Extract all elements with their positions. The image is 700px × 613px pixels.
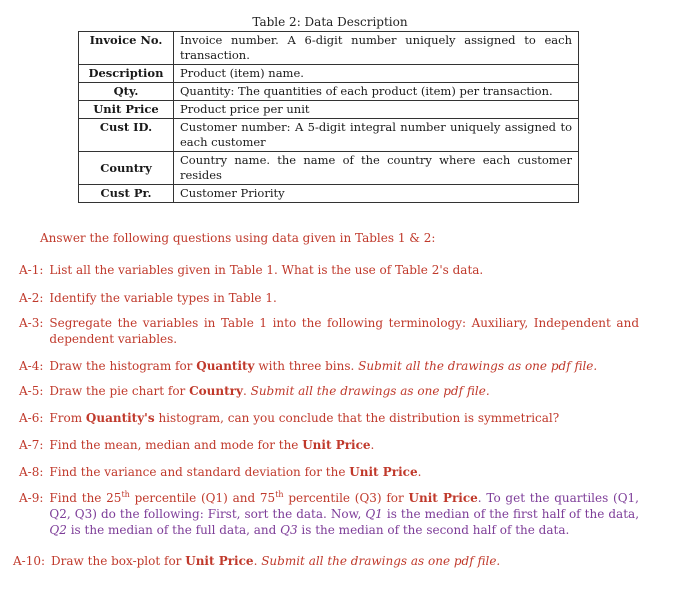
question-text: From Quantity's histogram, can you conclude that the distribution is symmetrical?: [49, 411, 560, 425]
question-a8: [19, 464, 639, 480]
table-row: [79, 185, 579, 203]
question-number: A-4:: [19, 359, 44, 373]
question-a3: [19, 315, 639, 347]
definition-cell: Product (item) name.: [174, 65, 579, 83]
table-row: [79, 83, 579, 101]
term-cell: Description: [79, 65, 174, 83]
question-number: A-1:: [19, 263, 44, 277]
question-a9: [19, 490, 639, 538]
question-text: Find the 25th percentile (Q1) and 75th percentile (Q3) for Unit Price. To get the quartiles (Q1, Q2, Q3) do the following: First, sort the data. Now, Q1 is the median of the first half of the data, Q2 is the median of the full data, and Q3 is the median of the second half of the data.: [49, 490, 640, 537]
question-number: A-9:: [19, 491, 44, 505]
definition-cell: Customer number: A 5-digit integral number uniquely assigned to each customer: [174, 119, 579, 152]
question-text: Draw the histogram for Quantity with three bins. Submit all the drawings as one pdf file.: [49, 359, 598, 373]
question-text: Identify the variable types in Table 1.: [49, 291, 277, 305]
table-caption: Table 2: Data Description: [252, 15, 408, 29]
table-row: [79, 32, 579, 65]
term-cell: Invoice No.: [79, 32, 174, 65]
question-number: A-2:: [19, 291, 44, 305]
table-row: [79, 152, 579, 185]
question-a5: [19, 383, 639, 399]
question-text: Draw the box-plot for Unit Price. Submit all the drawings as one pdf file.: [51, 554, 501, 568]
definition-cell: Invoice number. A 6-digit number uniquely assigned to each transaction.: [174, 32, 579, 65]
question-text: Segregate the variables in Table 1 into the following terminology: Auxiliary, Independent and dependent variables.: [49, 316, 639, 346]
term-cell: Country: [79, 152, 174, 185]
definition-cell: Customer Priority: [174, 185, 579, 203]
question-a1: [19, 262, 639, 278]
question-text: Find the mean, median and mode for the Unit Price.: [49, 438, 375, 452]
question-number: A-7:: [19, 438, 44, 452]
question-number: A-8:: [19, 465, 44, 479]
table-row: [79, 101, 579, 119]
question-a7: [19, 437, 639, 453]
question-text: Draw the pie chart for Country. Submit all the drawings as one pdf file.: [49, 384, 490, 398]
definition-cell: Quantity: The quantities of each product (item) per transaction.: [174, 83, 579, 101]
instructions-intro: Answer the following questions using data given in Tables 1 & 2:: [40, 231, 436, 245]
question-text: List all the variables given in Table 1. What is the use of Table 2's data.: [49, 263, 484, 277]
question-number: A-5:: [19, 384, 44, 398]
term-cell: Unit Price: [79, 101, 174, 119]
data-description-table: [78, 31, 579, 203]
table-row: [79, 65, 579, 83]
question-number: A-10:: [13, 554, 46, 568]
definition-cell: Product price per unit: [174, 101, 579, 119]
question-a4: [19, 358, 639, 374]
term-cell: Cust Pr.: [79, 185, 174, 203]
question-text: Find the variance and standard deviation for the Unit Price.: [49, 465, 422, 479]
table-row: [79, 119, 579, 152]
definition-cell: Country name. the name of the country where each customer resides: [174, 152, 579, 185]
question-a2: [19, 290, 639, 306]
question-a6: [19, 410, 639, 426]
question-number: A-3:: [19, 316, 44, 330]
term-cell: Cust ID.: [79, 119, 174, 152]
question-number: A-6:: [19, 411, 44, 425]
term-cell: Qty.: [79, 83, 174, 101]
question-a10: [13, 553, 639, 569]
